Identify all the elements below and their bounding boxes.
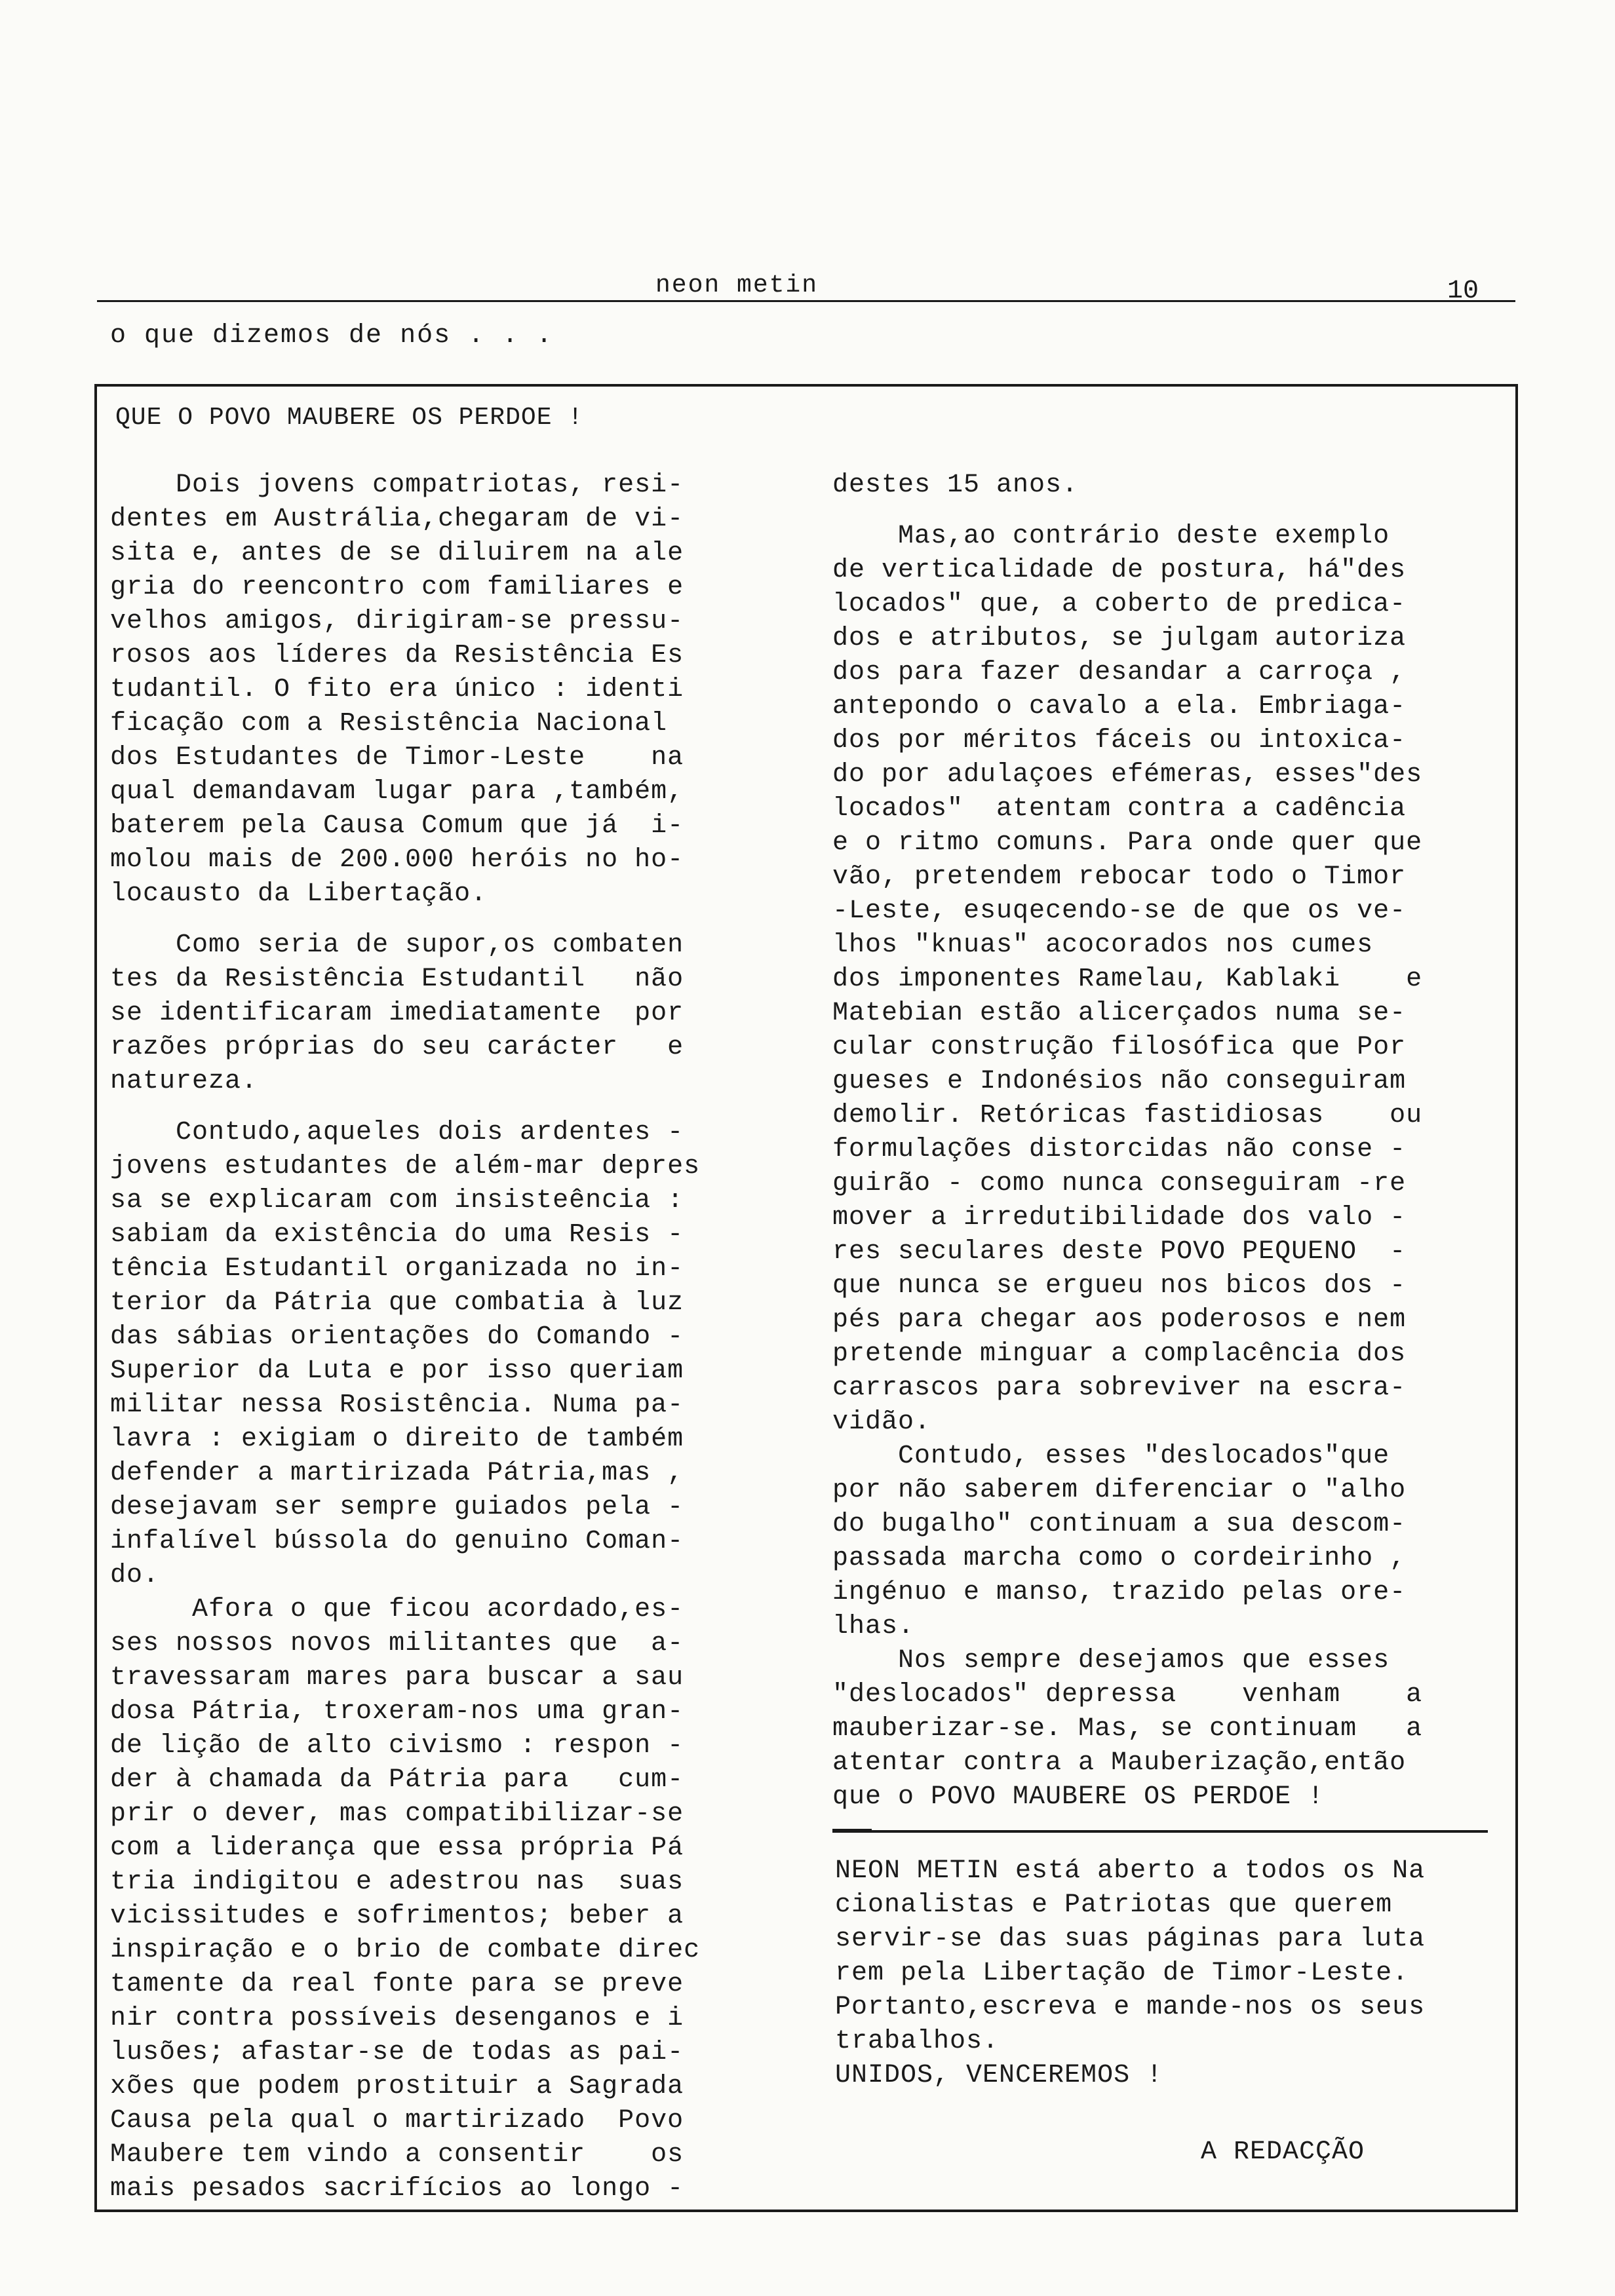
- text-line: dentes em Austrália,chegaram de vi-: [110, 505, 684, 534]
- text-line: das sábias orientações do Comando -: [110, 1322, 684, 1352]
- text-line: -Leste, esuqecendo-se de que os ve-: [832, 896, 1407, 926]
- editorial-signature: A REDACÇÃO: [1201, 2137, 1365, 2167]
- text-line: Superior da Luta e por isso queriam: [110, 1356, 684, 1386]
- text-line: lavra : exigiam o direito de também: [110, 1425, 684, 1454]
- text-line: ingénuo e manso, trazido pelas ore-: [832, 1578, 1407, 1607]
- text-line: qual demandavam lugar para ,também,: [110, 777, 684, 807]
- text-line: pés para chegar aos poderosos e nem: [832, 1305, 1407, 1335]
- text-line: locados" que, a coberto de predica-: [832, 590, 1407, 619]
- text-line: Contudo, esses "deslocados"que: [832, 1442, 1390, 1471]
- text-line: dos Estudantes de Timor-Leste na: [110, 743, 684, 773]
- text-line: do bugalho" continuam a sua descom-: [832, 1510, 1407, 1539]
- text-line: res seculares deste POVO PEQUENO -: [832, 1237, 1407, 1267]
- text-line: Como seria de supor,os combaten: [110, 930, 684, 960]
- text-line: cular construção filosófica que Por: [832, 1033, 1407, 1062]
- text-line: trabalhos.: [835, 2027, 1000, 2056]
- text-line: tamente da real fonte para se preve: [110, 1970, 684, 1999]
- text-line: Contudo,aqueles dois ardentes -: [110, 1118, 684, 1147]
- text-line: de verticalidade de postura, há"des: [832, 556, 1407, 585]
- text-line: UNIDOS, VENCEREMOS !: [835, 2061, 1163, 2090]
- text-line: dos para fazer desandar a carroça ,: [832, 658, 1407, 687]
- text-line: carrascos para sobreviver na escra-: [832, 1373, 1407, 1403]
- article-column-left: [110, 469, 700, 2206]
- publication-name: neon metin: [655, 271, 819, 299]
- text-line: servir-se das suas páginas para luta: [835, 1924, 1426, 1954]
- header-rule: [97, 300, 1515, 302]
- text-line: Maubere tem vindo a consentir os: [110, 2140, 684, 2170]
- text-line: Nos sempre desejamos que esses: [832, 1646, 1390, 1675]
- section-label: o que dizemos de nós . . .: [110, 321, 554, 351]
- text-line: por não saberem diferenciar o "alho: [832, 1476, 1407, 1505]
- text-line: travessaram mares para buscar a sau: [110, 1663, 684, 1693]
- text-line: lhas.: [832, 1612, 915, 1641]
- text-line: mauberizar-se. Mas, se continuam a: [832, 1714, 1423, 1744]
- text-line: Dois jovens compatriotas, resi-: [110, 470, 684, 500]
- text-line: que nunca se ergueu nos bicos dos -: [832, 1271, 1407, 1301]
- text-line: rem pela Libertação de Timor-Leste.: [835, 1959, 1409, 1988]
- text-line: dos e atributos, se julgam autoriza: [832, 624, 1407, 653]
- text-line: lhos "knuas" acocorados nos cumes: [832, 930, 1374, 960]
- text-line: cionalistas e Patriotas que querem: [835, 1890, 1393, 1920]
- text-line: guirão - como nunca conseguiram -re: [832, 1169, 1407, 1198]
- text-line: inspiração e o brio de combate direc: [110, 1936, 701, 1965]
- text-line: molou mais de 200.000 heróis no ho-: [110, 845, 684, 875]
- text-line: do.: [110, 1561, 160, 1590]
- notice-rule: [832, 1830, 1488, 1833]
- text-line: "deslocados" depressa venham a: [832, 1680, 1423, 1710]
- text-line: sita e, antes de se diluirem na ale: [110, 539, 684, 568]
- text-line: gria do reencontro com familiares e: [110, 573, 684, 602]
- text-line: se identificaram imediatamente por: [110, 999, 684, 1028]
- text-line: vidão.: [832, 1407, 931, 1437]
- text-line: defender a martirizada Pátria,mas ,: [110, 1459, 684, 1488]
- text-line: sa se explicaram com insisteência :: [110, 1186, 684, 1215]
- text-line: tudantil. O fito era único : identi: [110, 675, 684, 704]
- text-line: demolir. Retóricas fastidiosas ou: [832, 1101, 1423, 1130]
- text-line: do por adulaçoes efémeras, esses"des: [832, 760, 1423, 790]
- text-line: tria indigitou e adestrou nas suas: [110, 1867, 684, 1897]
- article-headline: QUE O POVO MAUBERE OS PERDOE !: [115, 404, 584, 432]
- text-line: vicissitudes e sofrimentos; beber a: [110, 1902, 684, 1931]
- text-line: e o ritmo comuns. Para onde quer que: [832, 828, 1423, 858]
- text-line: passada marcha como o cordeirinho ,: [832, 1544, 1407, 1573]
- text-line: atentar contra a Mauberização,então: [832, 1748, 1407, 1778]
- text-line: razões próprias do seu carácter e: [110, 1033, 684, 1062]
- text-line: locados" atentam contra a cadência: [832, 794, 1407, 824]
- text-line: natureza.: [110, 1067, 258, 1096]
- page-number: 10: [1447, 277, 1479, 306]
- text-line: pretende minguar a complacência dos: [832, 1339, 1407, 1369]
- text-line: rosos aos líderes da Resistência Es: [110, 641, 684, 670]
- text-line: infalível bússola do genuino Coman-: [110, 1527, 684, 1556]
- text-line: gueses e Indonésios não conseguiram: [832, 1067, 1407, 1096]
- text-line: mais pesados sacrifícios ao longo -: [110, 2174, 684, 2204]
- text-line: locausto da Libertação.: [110, 879, 488, 909]
- text-line: de lição de alto civismo : respon -: [110, 1731, 684, 1761]
- text-line: sabiam da existência do uma Resis -: [110, 1220, 684, 1250]
- text-line: antepondo o cavalo a ela. Embriaga-: [832, 692, 1407, 721]
- text-line: terior da Pátria que combatia à luz: [110, 1288, 684, 1318]
- text-line: der à chamada da Pátria para cum-: [110, 1765, 684, 1795]
- text-line: tência Estudantil organizada no in-: [110, 1254, 684, 1284]
- text-line: dos por méritos fáceis ou intoxica-: [832, 726, 1407, 756]
- text-line: Mas,ao contrário deste exemplo: [832, 522, 1390, 551]
- text-line: nir contra possíveis desenganos e i: [110, 2004, 684, 2033]
- text-line: tes da Resistência Estudantil não: [110, 965, 684, 994]
- text-line: ficação com a Resistência Nacional: [110, 709, 668, 738]
- text-line: com a liderança que essa própria Pá: [110, 1833, 684, 1863]
- text-line: desejavam ser sempre guiados pela -: [110, 1493, 684, 1522]
- text-line: militar nessa Rosistência. Numa pa-: [110, 1390, 684, 1420]
- text-line: baterem pela Causa Comum que já i-: [110, 811, 684, 841]
- text-line: lusões; afastar-se de todas as pai-: [110, 2038, 684, 2067]
- text-line: jovens estudantes de além-mar depres: [110, 1152, 701, 1181]
- editorial-notice: [835, 1854, 1425, 2093]
- text-line: mover a irredutibilidade dos valo -: [832, 1203, 1407, 1233]
- text-line: que o POVO MAUBERE OS PERDOE !: [832, 1782, 1325, 1812]
- text-line: destes 15 anos.: [832, 470, 1079, 500]
- text-line: velhos amigos, dirigiram-se pressu-: [110, 607, 684, 636]
- text-line: Matebian estão alicerçados numa se-: [832, 999, 1407, 1028]
- text-line: NEON METIN está aberto a todos os Na: [835, 1856, 1426, 1886]
- text-line: xões que podem prostituir a Sagrada: [110, 2072, 684, 2101]
- text-line: Afora o que ficou acordado,es-: [110, 1595, 684, 1624]
- text-line: prir o dever, mas compatibilizar-se: [110, 1799, 684, 1829]
- article-column-right: [832, 469, 1422, 1814]
- text-line: Portanto,escreva e mande-nos os seus: [835, 1993, 1426, 2022]
- text-line: dos imponentes Ramelau, Kablaki e: [832, 965, 1423, 994]
- text-line: vão, pretendem rebocar todo o Timor: [832, 862, 1407, 892]
- text-line: formulações distorcidas não conse -: [832, 1135, 1407, 1164]
- text-line: dosa Pátria, troxeram-nos uma gran-: [110, 1697, 684, 1727]
- text-line: Causa pela qual o martirizado Povo: [110, 2106, 684, 2135]
- text-line: ses nossos novos militantes que a-: [110, 1629, 684, 1658]
